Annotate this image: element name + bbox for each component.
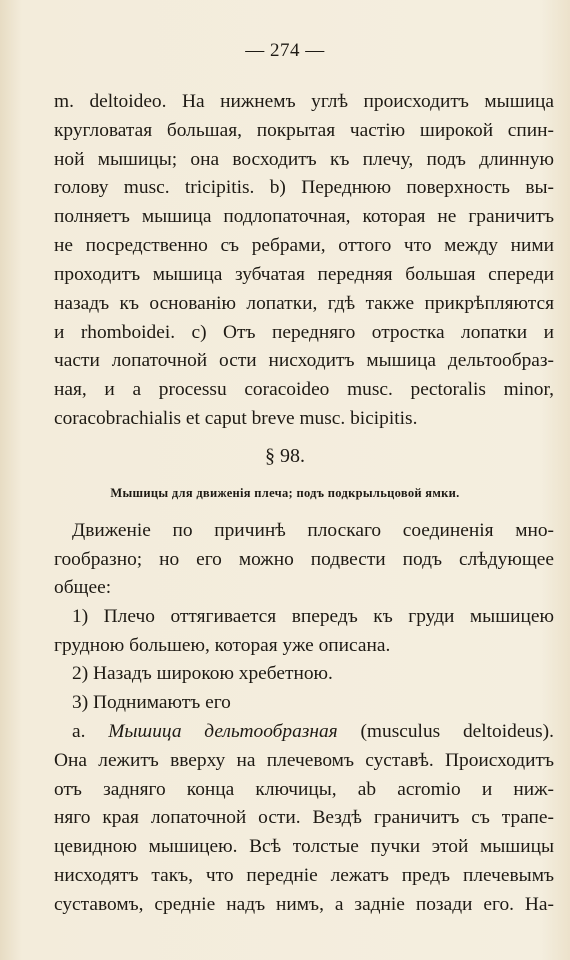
text-line: coracobrachialis et caput breve musc. bicipitis. [54,408,418,429]
section-number: § 98. [265,445,305,467]
text-line: Движеніе по причинѣ плоскаго соединенія мно- [72,520,554,541]
text-line: нисходятъ такъ, что передніе лежатъ предъ плечевымъ [54,865,554,886]
latin-name: (musculus deltoideus). [360,721,554,742]
text-line: голову musc. tricipitis. b) Переднюю поверхность вы- [54,177,554,198]
text-line: части лопаточной ости нисходитъ мышица дельтообраз- [54,350,554,371]
muscle-title: Мышица дельтообразная [108,721,338,742]
text-line: полняетъ мышица подлопаточная, которая не граничитъ [54,206,554,227]
text-line: няго края лопаточной ости. Вездѣ граничитъ съ трапе- [54,807,554,828]
text-line: ной мышицы; она восходитъ къ плечу, подъ длинную [54,149,554,170]
subsection-line [72,722,554,741]
text-line: ная, и а processu coracoideo musc. pectoralis minor, [54,379,554,400]
text-line: назадъ къ основанію лопатки, гдѣ также прикрѣпляются [54,293,554,314]
item-marker: а. [72,721,86,742]
text-line: общее: [54,577,112,598]
text-line: гообразно; но его можно подвести подъ слѣдующее [54,549,554,570]
text-line: не посредственно съ ребрами, оттого что между ними [54,235,554,256]
list-item: 3) Поднимаютъ его [72,692,231,713]
text-line: цевидною мышицею. Всѣ толстые пучки этой мышицы [54,836,554,857]
section-heading: Мышицы для движенія плеча; подъ подкрыльцовой ямки. [110,486,460,500]
text-line: m. deltoideo. На нижнемъ углѣ происходитъ мышица [54,91,554,112]
text-line: суставомъ, средніе надъ нимъ, а задніе позади его. На- [54,894,554,915]
text-line: проходитъ мышица зубчатая передняя большая спереди [54,264,554,285]
text-line: кругловатая большая, покрытая частію широкой спин- [54,120,554,141]
list-item: грудною большею, которая уже описана. [54,635,391,656]
text-line: и rhomboidei. c) Отъ передняго отростка лопатки и [54,322,554,343]
text-line: отъ задняго конца ключицы, аb acromio и ниж- [54,779,554,800]
page-number: — 274 — [245,40,325,61]
list-item: 1) Плечо оттягивается впередъ къ груди мышицею [72,606,554,627]
text-line: Она лежитъ вверху на плечевомъ суставѣ. Происходитъ [54,750,554,771]
list-item: 2) Назадъ широкою хребетною. [72,663,333,684]
